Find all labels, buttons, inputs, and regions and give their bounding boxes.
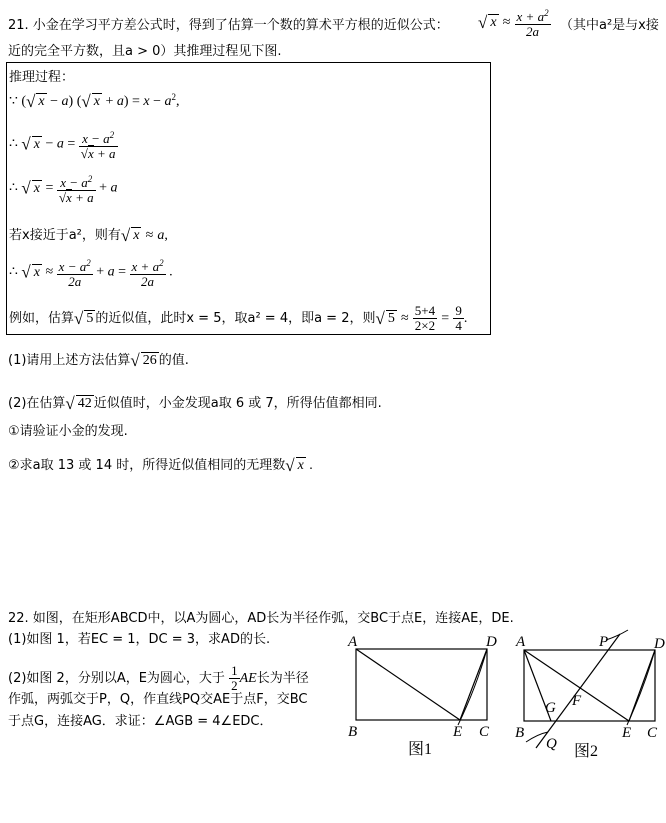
label-c: C: [479, 724, 490, 740]
q21-intro-note: （其中a²是与x接: [560, 18, 659, 33]
label-d: D: [486, 634, 497, 650]
q22-part2-line3: 于点G，连接AG．求证：∠AGB = 4∠EDC．: [8, 714, 273, 729]
label-a: A: [516, 634, 526, 650]
figure-1-caption: 图1: [408, 741, 433, 758]
derivation-title: 推理过程：: [9, 70, 75, 85]
q21-part2-sub1: ①请验证小金的发现.: [8, 424, 128, 439]
rectangle-abcd: [524, 650, 655, 721]
label-c: C: [647, 725, 658, 741]
figure-1: [340, 630, 500, 765]
rectangle-abcd: [356, 649, 487, 720]
q22-part2-line1: (2)如图 2，分别以A，E为圆心，大于 $\frac{1}{2}$ AE长为半径: [8, 663, 309, 693]
approx-formula: √ x ≈ $\frac{x + a^2}{2a}$: [478, 8, 549, 39]
derivation-step1: ∵ (√ x − a) (√ $x + a) = x - a^2$,: [9, 92, 180, 111]
q21-part2-sub2: ②求a取 13 或 14 时，所得近似值相同的无理数√ x .: [8, 456, 313, 475]
derivation-step2: ∴ √ x − a = $\frac{x - a^2}{√x + a}$: [9, 130, 116, 161]
label-d: D: [654, 636, 665, 652]
label-b: B: [348, 724, 358, 740]
label-e: E: [453, 724, 463, 740]
label-e: E: [622, 725, 632, 741]
segment-ae: [356, 649, 460, 720]
label-p: P: [599, 634, 609, 650]
q21-part2: (2)在估算√ 42 近似值时，小金发现a取 6 或 7，所得估值都相同.: [8, 394, 382, 413]
line-pq: [536, 634, 620, 748]
q22-title: 22. 如图，在矩形ABCD中，以A为圆心，AD长为半径作弧，交BC于点E，连接AE，DE.: [8, 611, 514, 626]
q21-part1: (1)请用上述方法估算√ 26 的值.: [8, 351, 189, 370]
derivation-step4: 若x接近于a²，则有√ x ≈ a,: [9, 226, 168, 245]
q22-part1: (1)如图 1，若EC = 1，DC = 3，求AD的长.: [8, 632, 271, 647]
label-b: B: [515, 725, 525, 741]
q21-intro-line1: 21. 小金在学习平方差公式时，得到了估算一个数的算术平方根的近似公式：: [8, 18, 449, 33]
label-a: A: [348, 634, 358, 650]
derivation-example: 例如，估算√ 5 的近似值，此时x = 5，取a² = 4，即a = 2，则√ 5 ≈ $\frac{5+4}{2\times 2}$ = $\frac{9}{4}$ .: [9, 303, 468, 333]
q22-part2-line2: 作弧，两弧交于P，Q，作直线PQ交AE于点F，交BC: [8, 692, 308, 707]
q21-intro-line2: 近的完全平方数，且a > 0）其推理过程见下图.: [8, 44, 282, 59]
figure-2-caption: 图2: [574, 743, 599, 760]
figure-2: [510, 624, 666, 766]
label-g: G: [545, 700, 556, 716]
segment-de: [629, 650, 655, 721]
derivation-step3: ∴ √ x = $\frac{x - a^2}{√x + a}$ + a: [9, 174, 118, 205]
label-q: Q: [546, 736, 557, 752]
derivation-step5: ∴ √ x ≈ $\frac{x - a^2}{2a}$ + a = $\frac{x + a^2}{2a}$ .: [9, 258, 173, 289]
segment-de: [460, 649, 487, 720]
label-f: F: [572, 693, 582, 709]
segment-ae: [524, 650, 629, 721]
